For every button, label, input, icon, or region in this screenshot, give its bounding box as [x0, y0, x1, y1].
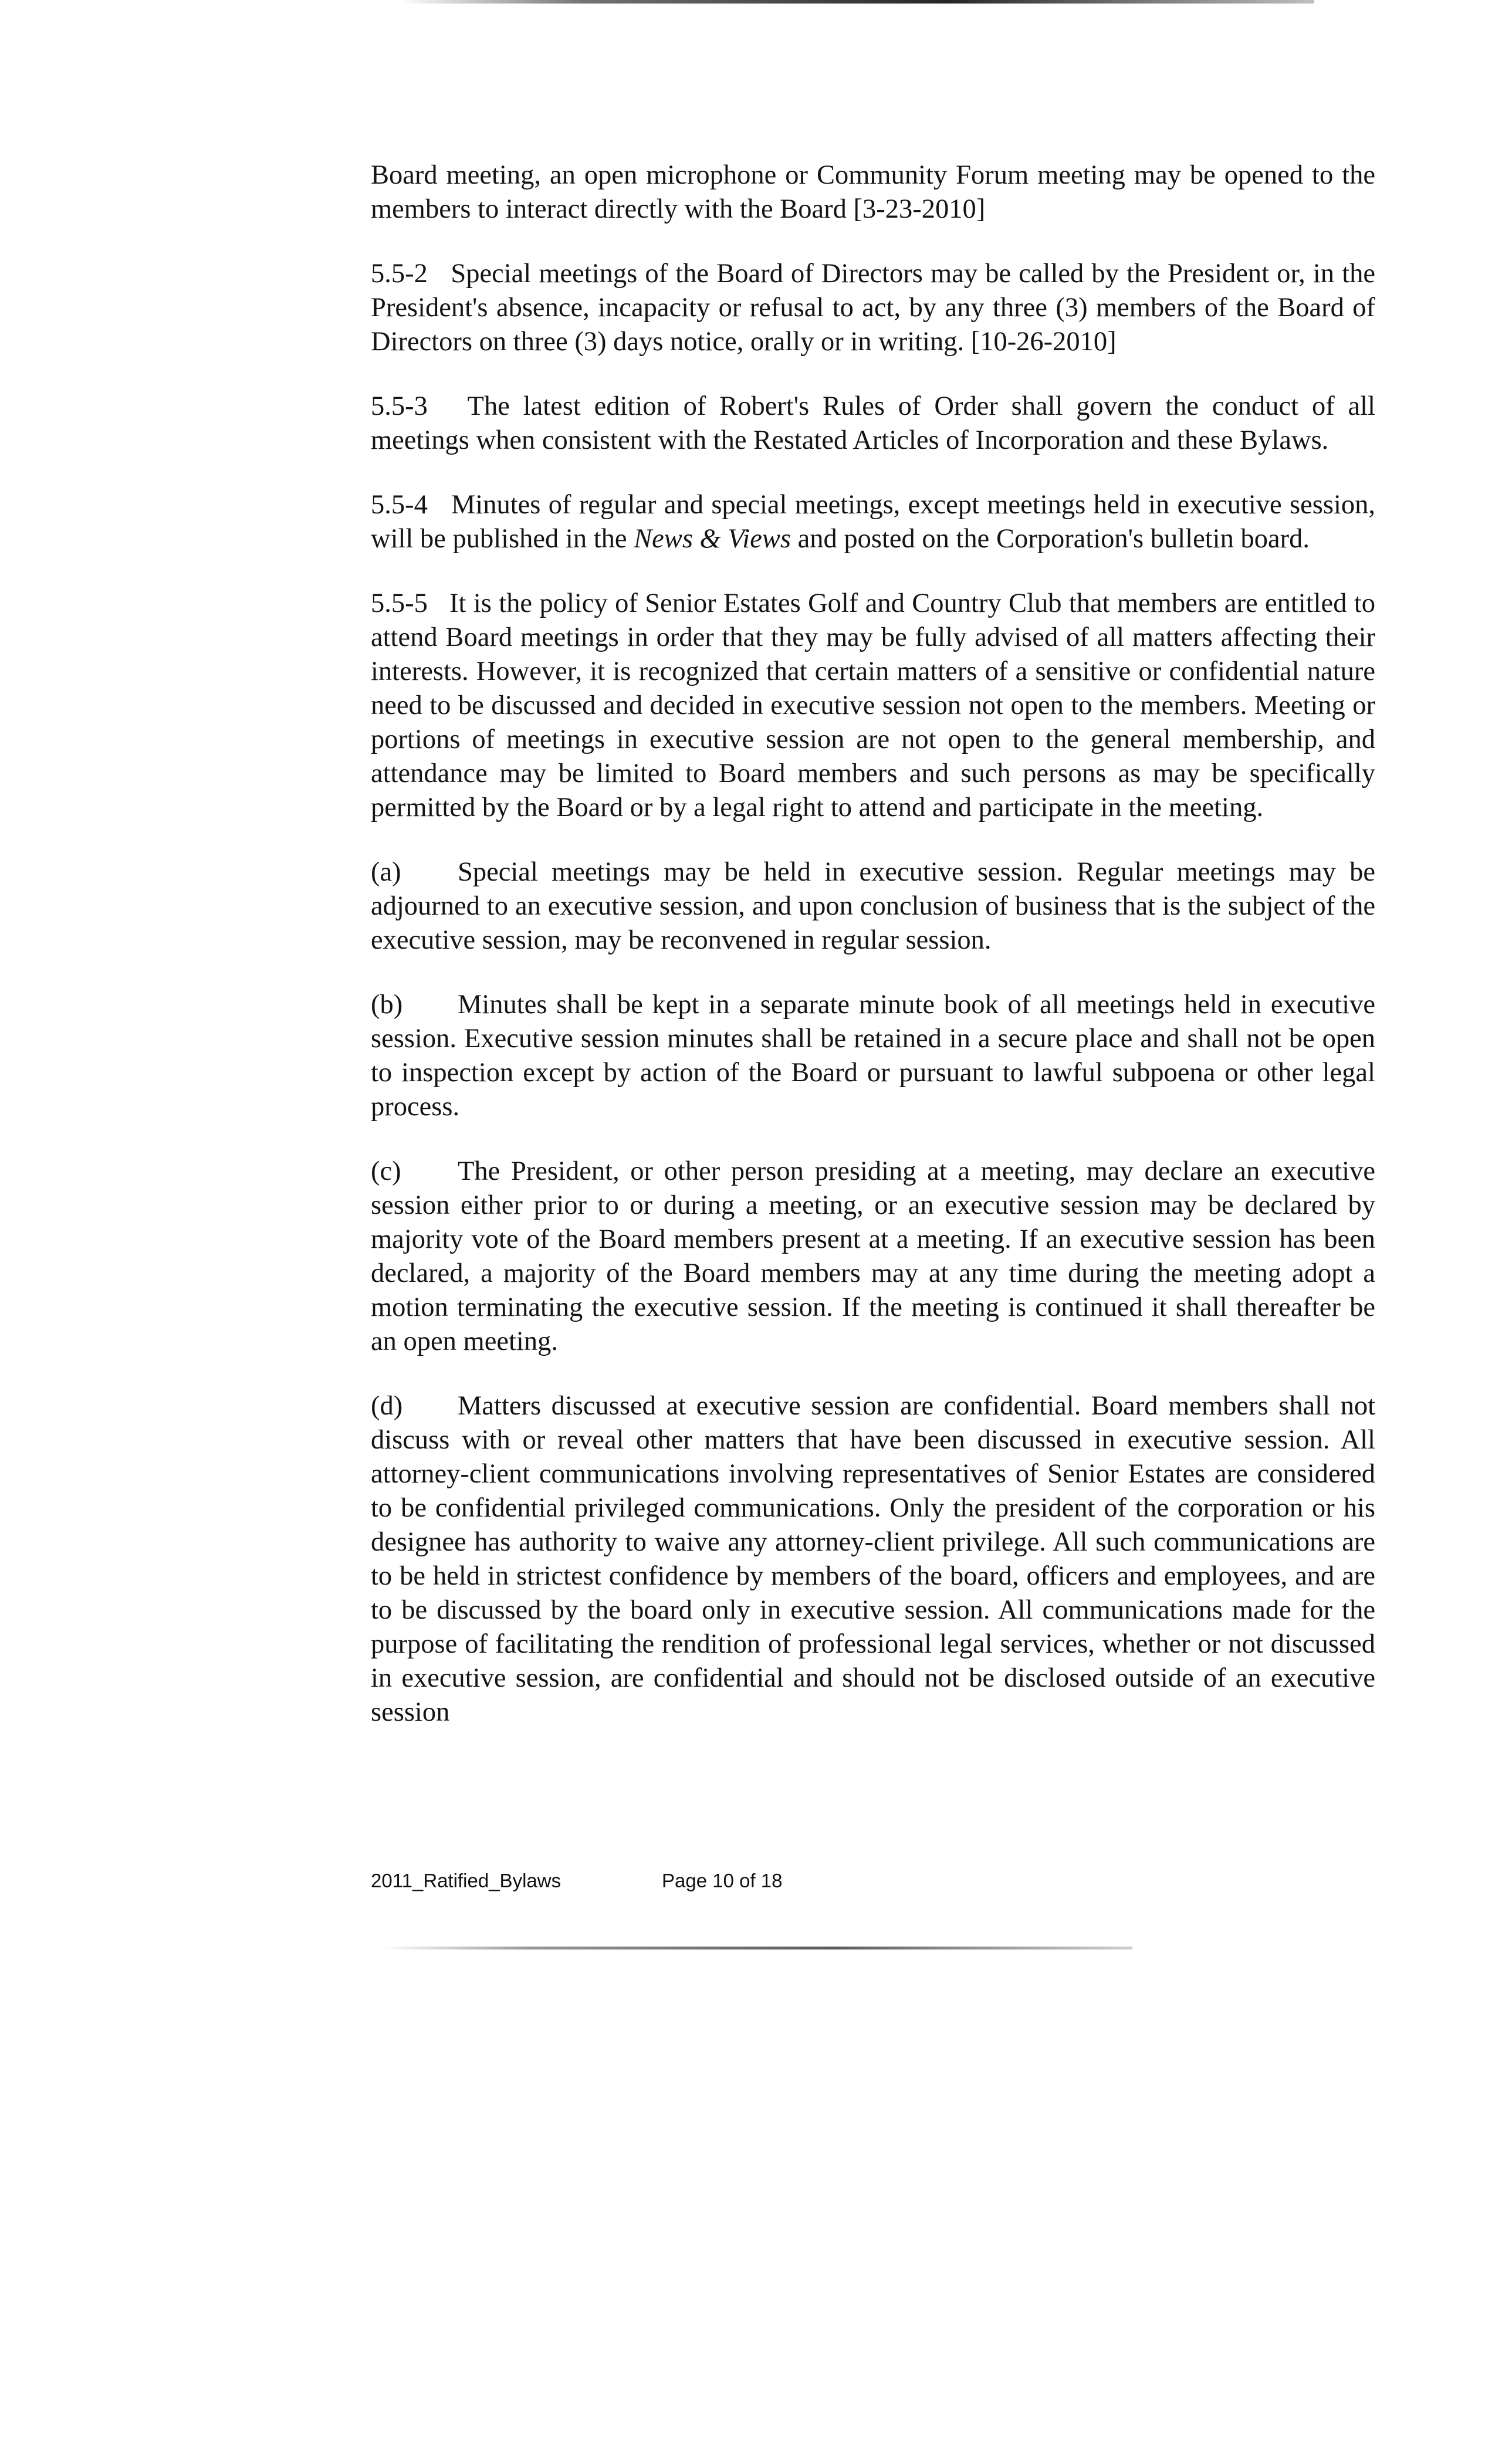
section-number: 5.5-4 — [371, 490, 428, 520]
newsletter-title: News & Views — [634, 524, 791, 554]
subsection-text: Special meetings may be held in executive session. Regular meetings may be adjourned to an executive session, and upon conclusion of business that is the subject of the executive session, may be reconvened in regular session. — [371, 857, 1375, 955]
section-number: 5.5-3 — [371, 391, 428, 421]
subsection-c — [371, 1155, 1375, 1359]
section-text: It is the policy of Senior Estates Golf and Country Club that members are entitled to attend Board meetings in order that they may be fully advised of all matters affecting their interests. However, it is recognized that certain matters of a sensitive or confidential nature need to be discussed and decided in executive session not open to the members. Meeting or portions of meetings in executive session are not open to the general membership, and attendance may be limited to Board members and such persons as may be specifically permitted by the Board or by a legal right to attend and participate in the meeting. — [371, 588, 1375, 823]
section-text-after: and posted on the Corporation's bulletin board. — [790, 524, 1310, 554]
subsection-letter: (a) — [371, 857, 401, 887]
section-text: The latest edition of Robert's Rules of Order shall govern the conduct of all meetings when consistent with the Restated Articles of Incorporation and these Bylaws. — [371, 391, 1375, 455]
subsection-letter: (d) — [371, 1391, 403, 1421]
paragraph-continuation — [371, 158, 1375, 226]
section-5-5-3 — [371, 390, 1375, 458]
subsection-letter: (c) — [371, 1156, 401, 1186]
subsection-letter: (b) — [371, 990, 403, 1020]
section-number: 5.5-5 — [371, 588, 428, 618]
subsection-a — [371, 855, 1375, 957]
subsection-b — [371, 988, 1375, 1124]
section-number: 5.5-2 — [371, 259, 428, 289]
footer-page-number: Page 10 of 18 — [662, 1870, 783, 1891]
scan-edge-top — [399, 0, 1314, 4]
document-body — [371, 158, 1375, 1729]
subsection-d — [371, 1389, 1375, 1729]
section-text: Special meetings of the Board of Directors may be called by the President or, in the President's absence, incapacity or refusal to act, by any three (3) members of the Board of Directors on three (3) days notice, orally or in writing. [10-26-2010] — [371, 259, 1375, 357]
footer-filename: 2011_Ratified_Bylaws — [371, 1870, 561, 1891]
subsection-text: Matters discussed at executive session are confidential. Board members shall not discuss with or reveal other matters that have been discussed in executive session. All attorney-client communications involving representatives of Senior Estates are considered to be confidential privileged communications. Only the president of the corporation or his designee has authority to waive any attorney-client privilege. All such communications are to be held in strictest confidence by members of the board, officers and employees, and are to be discussed by the board only in executive session. All communications made for the purpose of facilitating the rendition of professional legal services, whether or not discussed in executive session, are confidential and should not be disclosed outside of an executive session — [371, 1391, 1375, 1727]
section-5-5-4 — [371, 488, 1375, 556]
scan-edge-bottom — [381, 1947, 1132, 1949]
subsection-text: Minutes shall be kept in a separate minute book of all meetings held in executive session. Executive session minutes shall be retained in a secure place and shall not be open to inspection except by action of the Board or pursuant to lawful subpoena or other legal process. — [371, 990, 1375, 1122]
subsection-text: The President, or other person presiding at a meeting, may declare an executive session either prior to or during a meeting, or an executive session may be declared by majority vote of the Board members present at a meeting. If an executive session has been declared, a majority of the Board members may at any time during the meeting adopt a motion terminating the executive session. If the meeting is continued it shall thereafter be an open meeting. — [371, 1156, 1375, 1356]
paragraph-text: Board meeting, an open microphone or Community Forum meeting may be opened to the members to interact directly with the Board [3-23-2010] — [371, 160, 1375, 224]
section-5-5-2 — [371, 257, 1375, 359]
section-text-before: Minutes of regular and special meetings, except meetings held in executive session, will be published in the — [371, 490, 1375, 554]
section-5-5-5 — [371, 587, 1375, 825]
